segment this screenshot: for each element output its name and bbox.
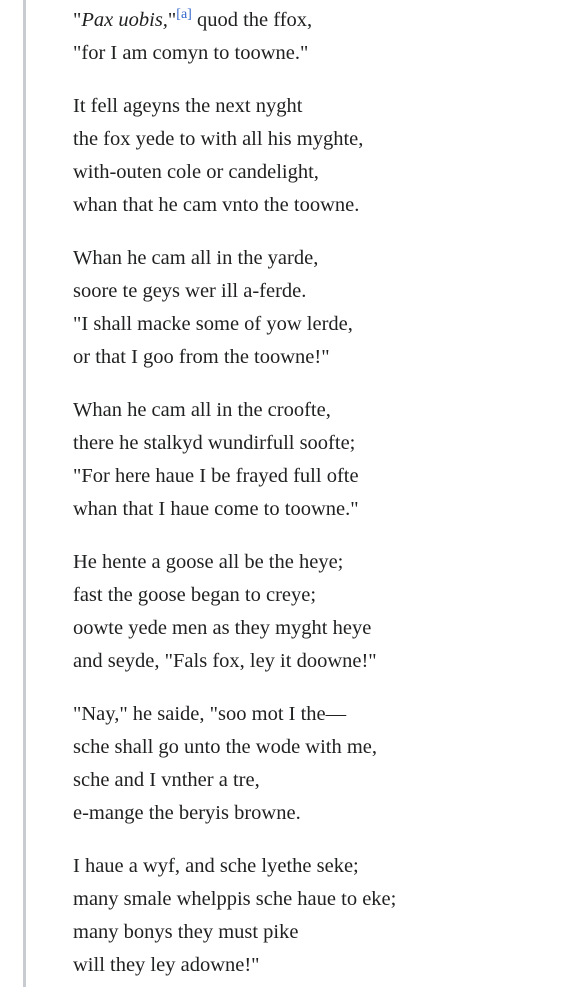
poem-line: [73, 4, 562, 37]
poem-line: with-outen cole or candelight,: [73, 161, 319, 183]
stanza: [73, 850, 562, 982]
quote-mark: ": [73, 9, 82, 31]
poem-line: soore te geys wer ill a-ferde.: [73, 280, 307, 302]
poem-line: many smale whelppis sche haue to eke;: [73, 888, 397, 910]
poem-line: sche and I vnther a tre,: [73, 769, 260, 791]
stanza: [73, 394, 562, 526]
quote-mark: ": [167, 9, 177, 31]
stanza: [73, 698, 562, 830]
poem-line: the fox yede to with all his myghte,: [73, 128, 364, 150]
poem-line: whan that I haue come to toowne.": [73, 498, 359, 520]
poem-line: and seyde, "Fals fox, ley it doowne!": [73, 650, 377, 672]
poem-line: "for I am comyn to toowne.": [73, 42, 309, 64]
poem-line: whan that he cam vnto the toowne.: [73, 194, 360, 216]
poem-line: I haue a wyf, and sche lyethe seke;: [73, 855, 359, 877]
line-text: quod the ffox,: [191, 9, 313, 31]
stanza: [73, 90, 562, 222]
footnote-reference-link[interactable]: [a]: [176, 7, 192, 23]
poem-line: fast the goose began to creye;: [73, 584, 317, 606]
stanza: [73, 546, 562, 678]
poem-line: He hente a goose all be the heye;: [73, 551, 344, 573]
poem-line: "For here haue I be frayed full ofte: [73, 465, 359, 487]
blockquote-border: [23, 0, 26, 987]
poem-text: [73, 4, 562, 1002]
stanza: [73, 242, 562, 374]
poem-line: will they ley adowne!": [73, 954, 260, 976]
poem-line: Whan he cam all in the croofte,: [73, 399, 331, 421]
poem-line: Whan he cam all in the yarde,: [73, 247, 319, 269]
stanza: [73, 4, 562, 70]
poem-line: "I shall macke some of yow lerde,: [73, 313, 353, 335]
latin-phrase: Pax uobis,: [81, 9, 168, 31]
poem-line: "Nay," he saide, "soo mot I the—: [73, 703, 347, 725]
poem-line: or that I goo from the toowne!": [73, 346, 330, 368]
poem-line: there he stalkyd wundirfull soofte;: [73, 432, 356, 454]
poem-line: e-mange the beryis browne.: [73, 802, 301, 824]
poem-line: many bonys they must pike: [73, 921, 299, 943]
poem-line: It fell ageyns the next nyght: [73, 95, 303, 117]
poem-line: oowte yede men as they myght heye: [73, 617, 372, 639]
poem-line: sche shall go unto the wode with me,: [73, 736, 378, 758]
